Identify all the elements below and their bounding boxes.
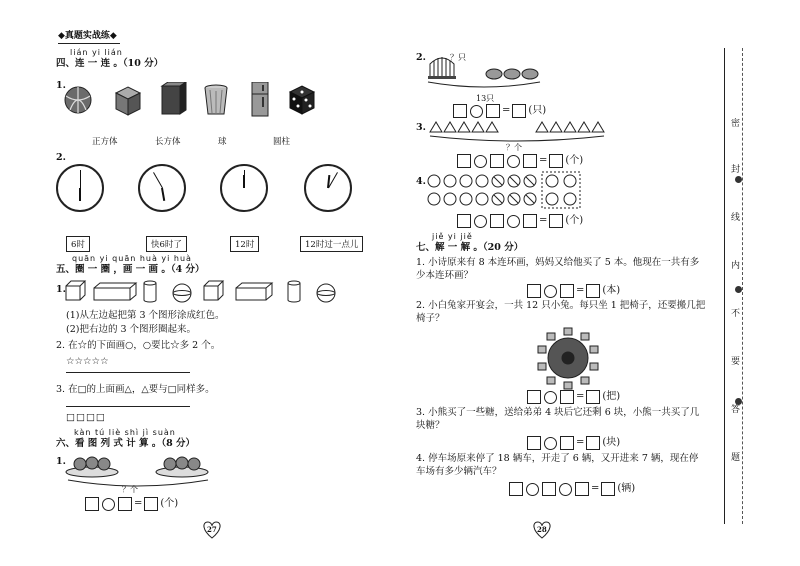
s7-p3-equation: = (块) [526, 436, 620, 450]
margin-char-1: 密 [731, 119, 741, 129]
s7-p3: 3. 小熊买了一些糖，送给弟弟 4 块后它还剩 6 块，小熊一共买了几块糖？ [416, 407, 700, 431]
s5-squares: □□□□ [66, 412, 106, 423]
stars-line [66, 372, 190, 373]
header-underline [58, 43, 120, 44]
s4-pinyin: lián yi lián [70, 48, 123, 57]
s4-title: 四、连 一 连 。（10 分） [56, 58, 164, 69]
s6-q1-num: 1. [56, 456, 66, 467]
object-images [62, 82, 362, 118]
time-label-2: 快6时了 [146, 236, 187, 252]
margin-char-2: 封 [731, 165, 741, 175]
dice-image [290, 86, 314, 114]
s4-q1-num: 1. [56, 80, 66, 91]
label-sphere: 球 [218, 137, 227, 147]
s5-q3: 3. 在□的上面画△，△要与□同样多。 [56, 384, 215, 395]
r-q2-unit: (只) [528, 105, 547, 116]
r-q3-num: 3. [416, 122, 426, 133]
s5-pinyin: quān yi quān huà yi huà [72, 254, 192, 263]
s5-q2: 2. 在☆的下面画○，○要比☆多 2 个。 [56, 340, 221, 351]
s5-title: 五、圈 一 圈 ，画 一 画 。（4 分） [56, 264, 205, 275]
squares-line [66, 406, 190, 407]
practice-header: ◆真题实战练◆ [58, 31, 117, 41]
apple-plate-right [156, 457, 208, 477]
apples-picture [62, 452, 262, 492]
s7-p1-equation: = (本) [526, 284, 620, 298]
s7-p1-unit: (本) [602, 285, 621, 296]
page-number-right-badge [530, 520, 554, 540]
margin-char-4: 内 [731, 261, 741, 271]
r-q4-num: 4. [416, 176, 426, 187]
s7-p4-unit: (辆) [617, 483, 636, 494]
binding-hole-2 [735, 286, 742, 293]
s4-q2-num: 2. [56, 152, 66, 163]
s7-pinyin: jiě yi jiě [432, 232, 473, 241]
margin-line-left [724, 48, 725, 524]
r-q4-unit: (个) [565, 215, 584, 226]
s5-sub2: (2)把右边的 3 个图形圈起来。 [66, 324, 197, 335]
label-cube: 正方体 [92, 137, 118, 147]
apple-plate-left [66, 457, 118, 477]
page-number-left: 27 [207, 525, 217, 534]
s5-stars: ☆☆☆☆☆ [66, 356, 109, 367]
margin-char-8: 题 [731, 453, 741, 463]
margin-char-3: 线 [731, 213, 741, 223]
time-label-4: 12时过一点儿 [300, 236, 363, 252]
s6-question-mark: ？个 [122, 485, 138, 494]
margin-line-right [742, 48, 743, 524]
clock-2 [138, 164, 186, 212]
margin-char-7: 答 [731, 405, 741, 415]
s7-p2: 2. 小白兔家开宴会，一共 12 只小兔。每只坐 1 把椅子，还要搬几把椅子？ [416, 300, 706, 324]
time-label-1: 6时 [66, 236, 90, 252]
box-image [162, 82, 186, 114]
s7-title: 七、解 一 解 。（20 分） [416, 242, 524, 253]
r-q3-equation: = (个) [456, 154, 583, 168]
s6-pinyin: kàn tú liè shì jì suàn [74, 428, 176, 437]
r-q3-question-mark: ？个 [506, 143, 522, 152]
r-q4-equation: = (个) [456, 214, 583, 228]
bin-image [205, 85, 227, 114]
time-label-3: 12时 [230, 236, 259, 252]
s5-sub1: (1)从左边起把第 3 个图形涂成红色。 [66, 310, 225, 321]
clock-1 [56, 164, 104, 212]
fridge-image [252, 82, 268, 116]
s6-unit: (个) [160, 498, 179, 509]
circles-picture [426, 170, 586, 212]
rabbit-table-picture [534, 326, 602, 390]
label-cuboid: 长方体 [155, 137, 181, 147]
ball-image [65, 87, 91, 113]
bird-cage [428, 57, 456, 79]
birds [486, 69, 538, 79]
clock-3 [220, 164, 268, 212]
page-number-right: 28 [537, 525, 547, 534]
s7-p3-unit: (块) [602, 437, 621, 448]
s7-p2-equation: = (把) [526, 390, 620, 404]
label-cylinder: 圆柱 [273, 137, 291, 147]
r-q3-unit: (个) [565, 155, 584, 166]
s5-q1-num: 1. [56, 284, 66, 295]
triangles-picture [428, 120, 608, 144]
r-q2-equation: = (只) [452, 104, 546, 118]
r-q2-top-label: ？只 [450, 53, 466, 62]
s6-equation: = (个) [84, 497, 178, 511]
margin-char-6: 要 [731, 357, 741, 367]
cage-birds-picture [424, 52, 554, 92]
s7-p4: 4. 停车场原来停了 18 辆车，开走了 6 辆，又开进来 7 辆，现在停车场有多少辆汽车？ [416, 453, 699, 477]
s7-p1: 1. 小诗原来有 8 本连环画，妈妈又给他买了 5 本。他现在一共有多少本连环画？ [416, 257, 700, 281]
s7-p2-unit: (把) [602, 391, 621, 402]
shape-row [64, 278, 354, 306]
page-number-left-badge [200, 520, 224, 540]
cube-image [116, 87, 140, 115]
s6-title: 六、看 图 列 式 计 算 。（8 分） [56, 438, 196, 449]
r-q2-num: 2. [416, 52, 426, 63]
clock-4 [304, 164, 352, 212]
r-q2-bottom-label: 13只 [476, 94, 495, 103]
margin-char-5: 不 [731, 309, 741, 319]
s7-p4-equation: = (辆) [508, 482, 635, 496]
binding-hole-1 [735, 176, 742, 183]
